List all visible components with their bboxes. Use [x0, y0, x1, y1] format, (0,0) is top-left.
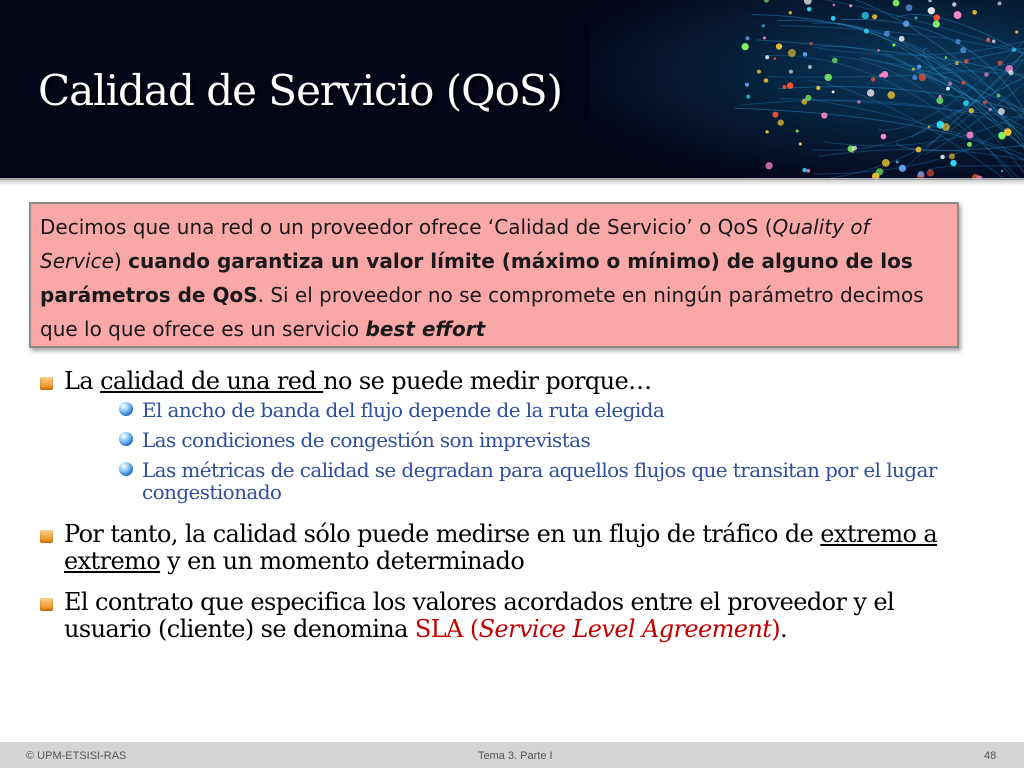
fiber-light-dot [867, 89, 874, 96]
fiber-light-dot [983, 100, 987, 104]
fiber-light-dot [903, 21, 909, 27]
fiber-light-dot [899, 165, 906, 172]
fiber-light-dot [906, 4, 913, 11]
sub-bullet-1 [116, 399, 978, 421]
bullet-2-pre: Por tanto, la calidad sólo puede medirse en un flujo de tráfico de [64, 520, 821, 548]
fiber-light-dot [966, 131, 973, 138]
fiber-light-dot [862, 12, 869, 19]
fiber-light-dot [876, 168, 883, 175]
bullet-2 [38, 521, 978, 575]
sub-bullet-2 [116, 429, 978, 451]
callout-bold-guarantee: cuando garantiza un valor límite (máximo o mínimo) de alguno de los parámetros de QoS [40, 249, 913, 307]
fiber-light-dot [917, 65, 921, 69]
fiber-light-dot [765, 130, 768, 133]
blue-bullet-icon [119, 402, 133, 416]
fiber-light-dot [864, 28, 869, 33]
sub-bullet-3-text: Las métricas de calidad se degradan para aquellos flujos que transitan por el lugar congestionado [142, 458, 937, 504]
fiber-light-dot [916, 147, 922, 153]
fiber-light-dot [1008, 70, 1013, 75]
fiber-light-dot [782, 85, 786, 89]
fiber-light-dot [954, 11, 962, 19]
footer-topic: Tema 3. Parte I [478, 750, 553, 762]
fiber-light-dot [778, 120, 784, 126]
sla-close-paren: ) [771, 615, 781, 643]
bullet-1-underline: calidad de una red [100, 367, 324, 395]
slide-footer [0, 742, 1024, 768]
fiber-light-dot [1004, 128, 1012, 136]
fiber-light-dot [789, 70, 793, 74]
orange-bullet-icon [40, 598, 53, 611]
fiber-light-dot [872, 14, 877, 19]
fiber-light-dot [893, 0, 900, 6]
fiber-light-dot [831, 16, 836, 21]
fiber-light-dot [882, 159, 890, 167]
fiber-light-dot [915, 16, 918, 19]
fiber-light-dot [742, 43, 749, 50]
fiber-light-dot [962, 81, 966, 85]
fiber-light-dot [933, 20, 940, 27]
blue-bullet-icon [119, 462, 133, 476]
fiber-light-dot [933, 14, 939, 20]
bullet-1-pre: La [64, 367, 101, 395]
bullet-3 [38, 589, 978, 643]
fiber-light-dot [946, 87, 950, 91]
fiber-light-dot [939, 95, 942, 98]
sub-bullet-list [64, 399, 978, 503]
footer-page-number: 48 [984, 750, 997, 762]
callout-italic-qos: Quality of Service [40, 215, 870, 273]
fiber-light-dot [871, 77, 876, 82]
bullet-3-post: . [780, 615, 788, 643]
fiber-light-dot [765, 55, 769, 59]
bullet-2-underline: extremo a extremo [64, 520, 938, 575]
fiber-light-dot [918, 171, 924, 177]
sub-bullet-1-text: El ancho de banda del flujo depende de la ruta elegida [142, 398, 665, 422]
fiber-light-dot [849, 4, 852, 7]
fiber-light-dot [789, 11, 792, 14]
fiber-light-dot [997, 94, 1001, 98]
fiber-light-dot [1015, 30, 1018, 33]
fiber-light-dot [833, 4, 836, 7]
fiber-light-dot [881, 134, 887, 140]
fiber-light-dot [808, 65, 812, 69]
fiber-light-dot [963, 100, 969, 106]
fiber-light-dot [746, 95, 750, 99]
fiber-optics-image [590, 0, 1024, 180]
callout-best-effort: best effort [365, 317, 486, 341]
fiber-light-dot [899, 36, 905, 42]
fiber-light-dot [952, 2, 956, 6]
callout-text-5: . Si el proveedor no se compromete en ningún parámetro decimos que lo que ofrece es un servicio [40, 283, 924, 341]
fiber-light-dot [884, 31, 890, 37]
bullet-3-pre: El contrato que especifica los valores acordados entre el proveedor y el usuario (cliente) se denomina [64, 588, 895, 643]
fiber-light-dot [928, 126, 930, 128]
fiber-light-dot [928, 0, 932, 2]
fiber-light-dot [816, 86, 820, 90]
fiber-light-dot [821, 112, 827, 118]
fiber-light-dot [857, 100, 860, 103]
fiber-light-dot [927, 169, 934, 176]
fiber-light-dot [776, 43, 782, 49]
bullet-1 [38, 368, 978, 503]
orange-bullet-icon [40, 530, 53, 543]
sla-text: SLA ( [414, 615, 479, 643]
fiber-light-dot [955, 61, 959, 65]
sla-expansion: Service Level Agreement [478, 615, 772, 643]
footer-copyright: © UPM-ETSISI-RAS [26, 750, 127, 762]
fiber-light-dot [997, 60, 1002, 65]
fiber-light-dot [804, 0, 812, 5]
fiber-light-dot [964, 59, 969, 64]
slide-header [0, 0, 1024, 180]
fiber-light-dot [948, 82, 952, 86]
fiber-light-dot [896, 161, 899, 164]
fiber-light-dot [807, 7, 811, 11]
definition-callout [29, 202, 959, 348]
fiber-light-dot [763, 36, 766, 39]
fiber-light-dot [928, 7, 935, 14]
fiber-light-dot [796, 130, 799, 133]
fiber-light-dot [852, 146, 857, 151]
fiber-light-dot [1012, 48, 1016, 52]
fiber-light-dot [918, 74, 926, 82]
fiber-light-dot [773, 57, 776, 60]
fiber-light-dot [877, 49, 880, 52]
fiber-light-dot [799, 142, 802, 145]
fiber-light-dot [1001, 170, 1003, 172]
fiber-light-dot [832, 58, 838, 64]
fiber-light-dot [745, 83, 749, 87]
sub-bullet-3 [116, 459, 978, 503]
fiber-light-dot [969, 108, 974, 113]
fiber-light-dot [936, 97, 943, 104]
fiber-light-dot [912, 75, 917, 80]
bullet-1-post: no se puede medir porque… [323, 367, 652, 395]
orange-bullet-icon [40, 377, 53, 390]
bullet-2-post: y en un momento determinado [160, 547, 525, 575]
fiber-light-dot [984, 72, 989, 77]
callout-text-3: ) [113, 249, 129, 273]
fiber-light-dot [772, 112, 778, 118]
fiber-light-dot [824, 74, 831, 81]
fiber-light-dot [960, 47, 966, 53]
fiber-light-dot [764, 78, 769, 83]
fiber-light-dot [887, 91, 895, 99]
fiber-light-dot [810, 42, 813, 45]
fiber-light-dot [945, 56, 948, 59]
fiber-light-dot [955, 39, 960, 44]
fiber-light-dot [997, 1, 1001, 5]
fiber-light-dot [765, 162, 772, 169]
fiber-light-dot [940, 155, 944, 159]
fiber-light-dot [912, 68, 915, 71]
fiber-light-dot [989, 108, 992, 111]
fiber-light-dot [762, 24, 765, 27]
fiber-light-dot [806, 169, 810, 173]
sub-bullet-2-text: Las condiciones de congestión son imprevistas [142, 428, 591, 452]
slide-title: Calidad de Servicio (QoS) [38, 66, 563, 115]
fiber-light-dot [802, 168, 806, 172]
fiber-light-dot [967, 142, 972, 147]
fiber-light-dot [972, 10, 977, 15]
fiber-light-dot [832, 90, 835, 93]
fiber-light-dot [950, 160, 956, 166]
fiber-light-dot [881, 71, 888, 78]
fiber-light-dot [746, 36, 750, 40]
fiber-light-dot [992, 40, 995, 43]
fiber-light-dot [949, 153, 955, 159]
fiber-light-dot [998, 108, 1005, 115]
callout-text-1: Decimos que una red o un proveedor ofrece ‘Calidad de Servicio’ o QoS ( [40, 215, 773, 239]
fiber-light-dot [986, 38, 990, 42]
fiber-light-dot [805, 95, 811, 101]
bullet-list [38, 368, 978, 643]
fiber-light-dot [892, 43, 895, 46]
fiber-light-dot [788, 49, 796, 57]
blue-bullet-icon [119, 432, 133, 446]
fiber-light-dot [787, 82, 793, 88]
fiber-light-dot [803, 52, 808, 57]
fiber-light-dot [764, 0, 769, 3]
fiber-light-dot [942, 123, 950, 131]
header-shadow [0, 178, 1024, 186]
fiber-light-dot [757, 70, 761, 74]
